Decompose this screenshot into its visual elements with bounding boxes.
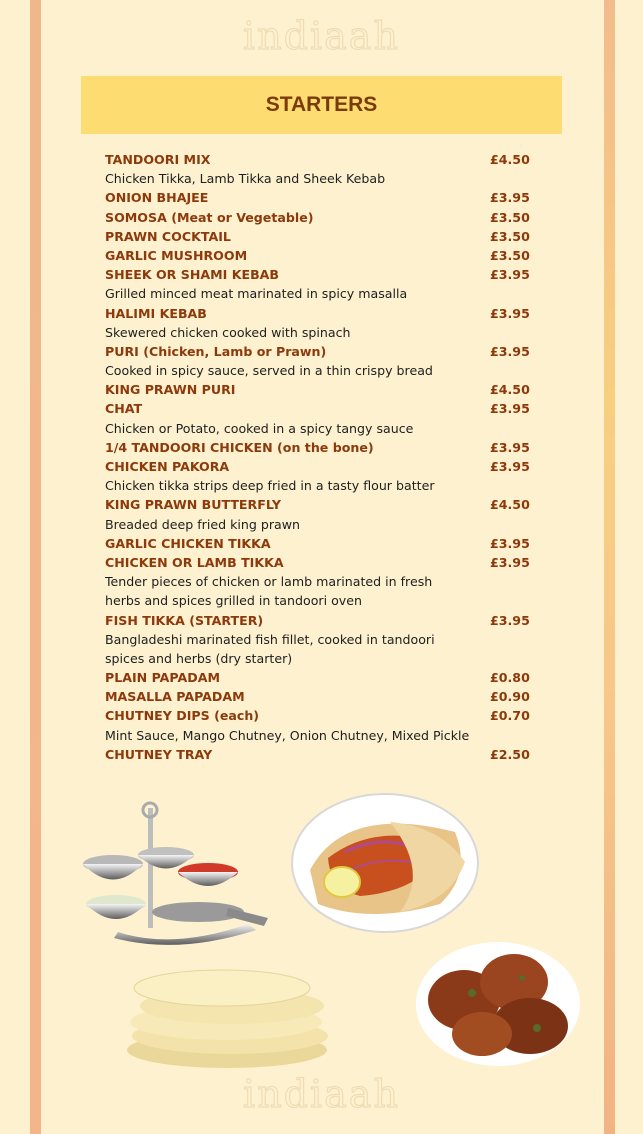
menu-item-name: KING PRAWN BUTTERFLY [105, 497, 282, 513]
menu-item-price: £3.95 [490, 612, 530, 628]
left-border-stripe [30, 0, 41, 1134]
menu-item-price: £3.50 [490, 209, 530, 225]
menu-item-name: CHICKEN PAKORA [105, 459, 230, 474]
menu-item-name: ONION BHAJEE [105, 190, 209, 206]
menu-item-name: SHEEK OR SHAMI KEBAB [105, 267, 280, 283]
menu-item-price: £0.90 [490, 689, 530, 705]
menu-item-name: SOMOSA (Meat or Vegetable) [105, 209, 314, 225]
menu-item-price: £3.95 [490, 305, 530, 321]
menu-item-price: £3.50 [490, 228, 530, 244]
watermark-logo-top: indiaah [243, 14, 400, 58]
menu-item [105, 227, 530, 246]
menu-item-description: Tender pieces of chicken or lamb marinated in fresh [105, 574, 433, 590]
menu-item [105, 265, 530, 284]
menu-item [105, 495, 530, 514]
menu-item-price: £3.95 [490, 535, 530, 551]
menu-item-name: CHUTNEY TRAY [105, 746, 213, 762]
menu-item [105, 246, 530, 265]
papadam-photo [122, 964, 334, 1070]
menu-item-price: £4.50 [490, 497, 530, 513]
menu-item-name: CHICKEN OR LAMB TIKKA [105, 554, 284, 570]
watermark-logo-bottom: indiaah [243, 1072, 400, 1116]
section-title: STARTERS [265, 93, 378, 116]
menu-item [105, 553, 530, 572]
menu-item [105, 399, 530, 418]
menu-item [105, 304, 530, 323]
menu-item-price: £2.50 [490, 746, 530, 762]
menu-item-name: PURI (Chicken, Lamb or Prawn) [105, 343, 327, 359]
menu-item-price: £0.80 [490, 670, 530, 686]
menu-item-description: Skewered chicken cooked with spinach [105, 324, 351, 340]
menu-item-price: £4.50 [490, 152, 530, 167]
menu-item-name: CHAT [105, 401, 143, 417]
puri-photo [290, 792, 480, 934]
menu-item-description: Mint Sauce, Mango Chutney, Onion Chutney, Mixed Pickle [105, 727, 470, 743]
menu-item-name: GARLIC CHICKEN TIKKA [105, 535, 271, 551]
menu-item-name: 1/4 TANDOORI CHICKEN (on the bone) [105, 439, 374, 455]
menu-item-description: Bangladeshi marinated fish fillet, cooked in tandoori [105, 631, 435, 647]
menu-item [105, 457, 530, 476]
menu-item [105, 150, 530, 169]
menu-item [105, 687, 530, 706]
right-border-stripe [604, 0, 615, 1134]
menu-item [105, 611, 530, 630]
menu-item-name: TANDOORI MIX [105, 152, 211, 167]
menu-item [105, 208, 530, 227]
menu-item-name: PRAWN COCKTAIL [105, 228, 231, 244]
menu-item-price: £3.95 [490, 554, 530, 570]
menu-item-price: £3.95 [490, 190, 530, 206]
menu-item-name: FISH TIKKA (STARTER) [105, 612, 264, 628]
menu-item [105, 668, 530, 687]
menu-item-price: £3.95 [490, 459, 530, 474]
menu-item [105, 706, 530, 725]
menu-item-description: Chicken tikka strips deep fried in a tasty flour batter [105, 478, 435, 494]
menu-item-name: CHUTNEY DIPS (each) [105, 708, 260, 724]
menu-item [105, 745, 530, 764]
menu-item-name: KING PRAWN PURI [105, 382, 236, 398]
menu-item-price: £3.95 [490, 343, 530, 359]
menu-item-description: herbs and spices grilled in tandoori oven [105, 593, 362, 609]
menu-item-description: Chicken or Potato, cooked in a spicy tangy sauce [105, 420, 414, 436]
menu-item-description: spices and herbs (dry starter) [105, 650, 293, 666]
menu-item-name: HALIMI KEBAB [105, 305, 207, 321]
menu-item-description: Cooked in spicy sauce, served in a thin crispy bread [105, 363, 433, 379]
menu-item [105, 342, 530, 361]
menu-item-description: Grilled minced meat marinated in spicy masalla [105, 286, 408, 302]
menu-item-name: PLAIN PAPADAM [105, 670, 220, 686]
section-banner [81, 76, 562, 134]
pakora-photo [412, 938, 584, 1068]
menu-item-price: £3.95 [490, 439, 530, 455]
menu-item-price: £0.70 [490, 708, 530, 724]
menu-list [105, 150, 530, 764]
menu-item-description: Breaded deep fried king prawn [105, 516, 301, 532]
menu-item-name: GARLIC MUSHROOM [105, 247, 248, 263]
menu-item [105, 380, 530, 399]
menu-item [105, 188, 530, 207]
menu-item-description: Chicken Tikka, Lamb Tikka and Sheek Kebab [105, 171, 386, 187]
menu-item [105, 438, 530, 457]
menu-item [105, 534, 530, 553]
chutney-tray-photo [78, 800, 270, 946]
menu-item-price: £3.95 [490, 401, 530, 417]
menu-item-name: MASALLA PAPADAM [105, 689, 245, 705]
menu-item-price: £3.95 [490, 267, 530, 283]
menu-item-price: £4.50 [490, 382, 530, 398]
menu-item-price: £3.50 [490, 247, 530, 263]
